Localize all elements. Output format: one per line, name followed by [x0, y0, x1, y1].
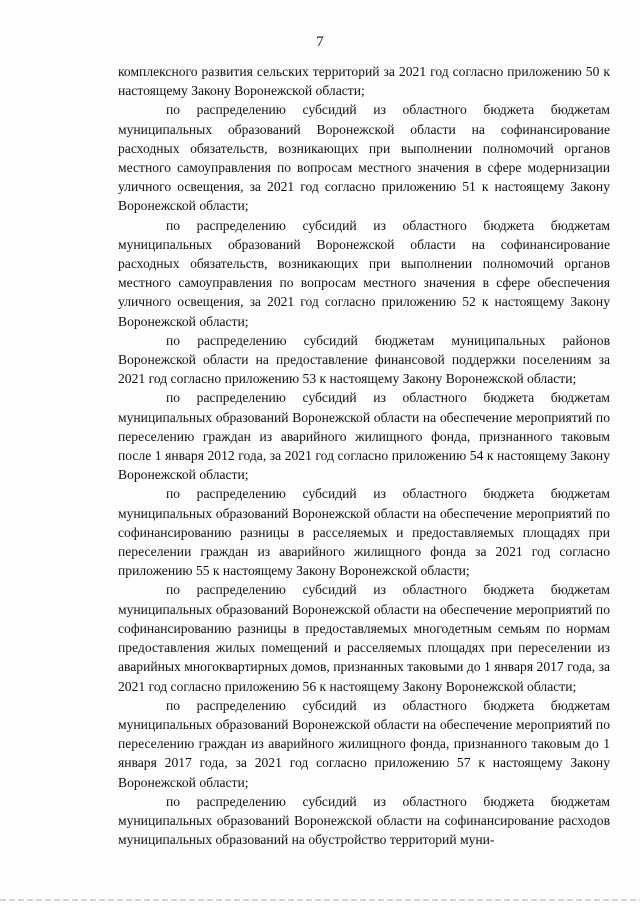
document-body: [118, 62, 610, 849]
paragraph-6: по распределению субсидий из областного бюджета бюджетам муниципальных образований Воронежской области на обеспечение мероприятий по софинансированию разницы в расселяемых и предоставляемых площадях при переселении граждан из аварийного жилищного фонда за 2021 год согласно приложению 55 к настоящему Закону Воронежской области;: [118, 486, 610, 579]
paragraph-3: по распределению субсидий из областного бюджета бюджетам муниципальных образований Воронежской области на софинансирование расходных обязательств, возникающих при выполнении полномочий органов местного самоуправления по вопросам местного значения в сфере обеспечения уличного освещения, за 2021 год согласно приложению 52 к настоящему Закону Воронежской области;: [118, 217, 610, 329]
paragraph-4: по распределению субсидий бюджетам муниципальных районов Воронежской области на предоставление финансовой поддержки поселениям за 2021 год согласно приложению 53 к настоящему Закону Воронежской области;: [118, 332, 610, 387]
scan-bottom-edge: [0, 899, 640, 901]
paragraph-5: по распределению субсидий из областного бюджета бюджетам муниципальных образований Воронежской области на обеспечение мероприятий по переселению граждан из аварийного жилищного фонда, признанного таковым после 1 января 2012 года, за 2021 год согласно приложению 54 к настоящему Закону Воронежской области;: [118, 390, 610, 483]
paragraph-2: по распределению субсидий из областного бюджета бюджетам муниципальных образований Воронежской области на софинансирование расходных обязательств, возникающих при выполнении полномочий органов местного самоуправления по вопросам местного значения в сфере модернизации уличного освещения, за 2021 год согласно приложению 51 к настоящему Закону Воронежской области;: [118, 102, 610, 214]
paragraph-9: по распределению субсидий из областного бюджета бюджетам муниципальных образований Воронежской области на софинансирование расходов муниципальных образований на обустройство территорий муни-: [118, 793, 610, 848]
paragraph-8: по распределению субсидий из областного бюджета бюджетам муниципальных образований Воронежской области на обеспечение мероприятий по переселению граждан из аварийного жилищного фонда, признанного таковым до 1 января 2017 года, за 2021 год согласно приложению 57 к настоящему Закону Воронежской области;: [118, 697, 610, 790]
paragraph-1: комплексного развития сельских территорий за 2021 год согласно приложению 50 к настоящему Закону Воронежской области;: [118, 64, 610, 99]
page-number: 7: [316, 34, 324, 50]
paragraph-7: по распределению субсидий из областного бюджета бюджетам муниципальных образований Воронежской области на обеспечение мероприятий по софинансированию разницы в предоставляемых многодетным семьям по нормам предоставления жилых помещений и расселяемых площадях при переселении из аварийных многоквартирных домов, признанных таковыми до 1 января 2017 года, за 2021 год согласно приложению 56 к настоящему Закону Воронежской области;: [118, 582, 610, 694]
